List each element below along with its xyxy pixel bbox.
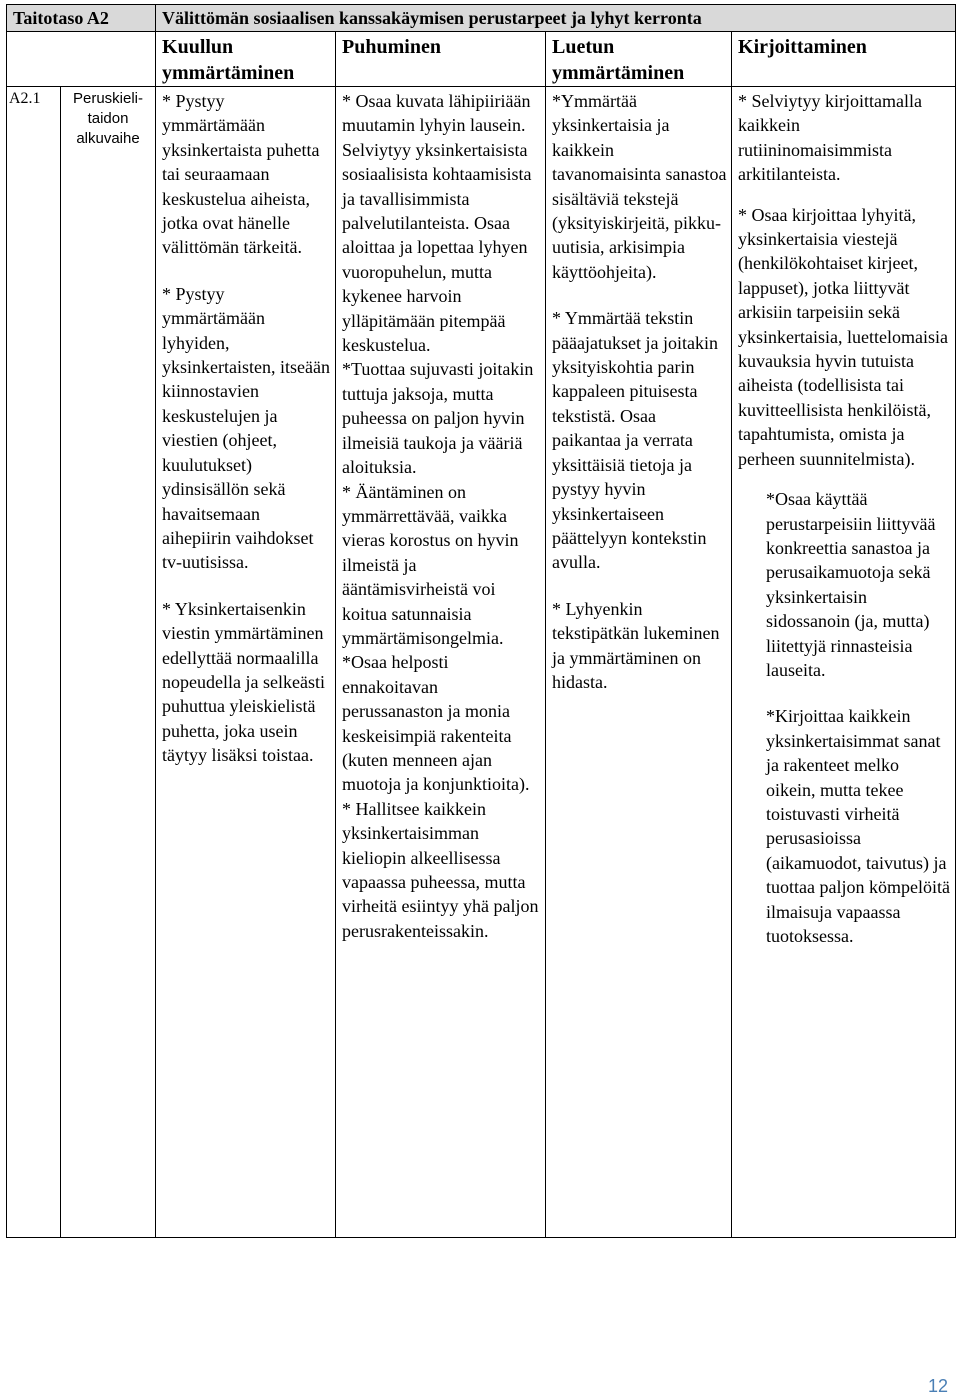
table-title-cell bbox=[156, 5, 956, 32]
column-header-listening: Kuullun ymmärtäminen bbox=[156, 32, 336, 87]
column-header-reading: Luetun ymmärtäminen bbox=[546, 32, 732, 87]
writing-paragraph: *Kirjoittaa kaikkein yksinkertaisimmat sanat ja rakenteet melko oikein, mutta tekee toistuvasti virheitä perusasioissa (aikamuodot, taivutus) ja tuottaa paljon kömpelöitä ilmaisuja vapaassa tuotoksessa. bbox=[766, 706, 950, 946]
reading-paragraph: * Ymmärtää tekstin pääajatukset ja joitakin yksityiskohtia parin kappaleen pituisesta tekstistä. Osaa paikantaa ja verrata yksittäisiä tietoja ja pystyy hyvin yksinkertaiseen päättelyyn kontekstin avulla. bbox=[552, 308, 718, 573]
listening-column bbox=[156, 87, 336, 1238]
page-number: 12 bbox=[927, 1376, 948, 1396]
reading-paragraph: * Lyhyenkin tekstipätkän lukeminen ja ymmärtäminen on hidasta. bbox=[552, 598, 720, 692]
level-id: A2.1 bbox=[7, 87, 61, 1238]
column-header-writing: Kirjoittaminen bbox=[732, 32, 956, 87]
table-title: Välittömän sosiaalisen kanssakäymisen perustarpeet ja lyhyt kerronta bbox=[162, 8, 702, 28]
writing-paragraph: * Osaa kirjoittaa lyhyitä, yksinkertaisia viestejä (henkilökohtaiset kirjeet, lappuset), jotka liittyvät arkisiin tarpeisiin sekä yksinkertaisia, luettelomaisia kuvauksia hyvin tutuista aiheista (todellisista tai kuvitteellisista henkilöistä, tapahtumista, omista ja perheen suunnitelmista). bbox=[738, 204, 948, 469]
speaking-paragraph: *Tuottaa sujuvasti joitakin tuttuja jaksoja, mutta puheessa on paljon hyvin ilmeisiä taukoja ja vääriä aloituksia. bbox=[342, 359, 534, 478]
skill-level-table bbox=[6, 4, 956, 1238]
level-name: Peruskieli-taidon alkuvaihe bbox=[61, 87, 156, 1238]
level-label-cell bbox=[7, 5, 156, 32]
level-label: Taitotaso A2 bbox=[13, 8, 109, 28]
speaking-column bbox=[336, 87, 546, 1238]
column-header-speaking: Puhuminen bbox=[336, 32, 546, 87]
empty-header-cell bbox=[7, 32, 156, 87]
listening-paragraph: * Pystyy ymmärtämään lyhyiden, yksinkertaisten, itseään kiinnostavien keskustelujen ja viestien (ohjeet, kuulutukset) ydinsisällön sekä havaitsemaan aihepiirin vaihdokset tv-uutisissa. bbox=[162, 283, 330, 573]
speaking-paragraph: * Hallitsee kaikkein yksinkertaisimman kieliopin alkeellisessa vapaassa puheessa, mutta virheitä esiintyy yhä paljon perusrakenteissakin. bbox=[342, 798, 539, 941]
speaking-paragraph: *Osaa helposti ennakoitavan perussanaston ja monia keskeisimpiä rakenteita (kuten menneen ajan muotoja ja konjunktioita). bbox=[342, 652, 530, 795]
writing-paragraph: *Osaa käyttää perustarpeisiin liittyvää konkreettia sanastoa ja perusaikamuotoja sekä yksinkertaisin sidossanoin (ja, mutta) liitettyjä rinnasteisia lauseita. bbox=[766, 489, 936, 680]
speaking-paragraph: * Ääntäminen on ymmärrettävää, vaikka vieras korostus on hyvin ilmeistä ja ääntämisvirheistä voi koitua satunnaisia ymmärtämisongelmia. bbox=[342, 481, 519, 648]
listening-paragraph: * Pystyy ymmärtämään yksinkertaista puhetta tai seuraamaan keskustelua aiheista, jotka ovat hänelle välittömän tärkeitä. bbox=[162, 91, 320, 258]
speaking-paragraph: * Osaa kuvata lähipiiriään muutamin lyhyin lausein. Selviytyy yksinkertaisista sosiaalisista kohtaamisista ja tavallisimmista palvelutilanteista. Osaa aloittaa ja lopettaa lyhyen vuoropuhelun, mutta kykenee harvoin ylläpitämään pitempää keskustelua. bbox=[342, 91, 532, 356]
writing-paragraph: * Selviytyy kirjoittamalla kaikkein rutiininomaisimmista arkitilanteista. bbox=[738, 91, 922, 185]
reading-column bbox=[546, 87, 732, 1238]
listening-paragraph: * Yksinkertaisenkin viestin ymmärtäminen edellyttää normaalilla nopeudella ja selkeästi puhuttua yleiskielistä puhetta, joka usein täytyy lisäksi toistaa. bbox=[162, 598, 325, 766]
writing-column bbox=[732, 87, 956, 1238]
reading-paragraph: *Ymmärtää yksinkertaisia ja kaikkein tavanomaisinta sanastoa sisältäviä tekstejä (yksityiskirjeitä, pikku-uutisia, arkisimpia käyttöohjeita). bbox=[552, 91, 727, 282]
